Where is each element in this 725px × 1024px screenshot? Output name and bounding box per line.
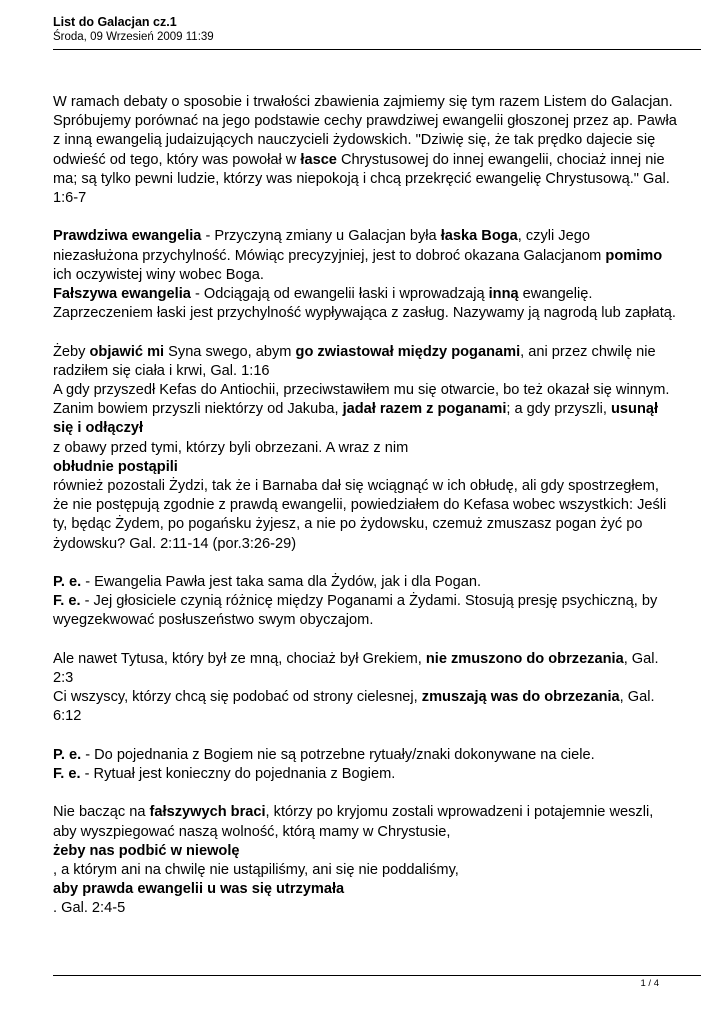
document-title: List do Galacjan cz.1 xyxy=(53,15,177,29)
page-number: 1 / 4 xyxy=(640,978,659,989)
paragraph-gap xyxy=(53,727,678,746)
false-gospel-point-1: F. e. - Jej głosiciele czynią różnicę między Poganami a Żydami. Stosują presję psychiczną, by wyegzekwować posłuszeństwo swym obyczajom. xyxy=(53,593,658,629)
false-gospel-point-2: F. e. - Rytuał jest konieczny do pojednania z Bogiem. xyxy=(53,766,396,783)
true-gospel-paragraph: Prawdziwa ewangelia - Przyczyną zmiany u Galacjan była łaska Boga, czyli Jego niezasłużona przychylność. Mówiąc precyzyjniej, jest to dobroć okazana Galacjanom pomimo ich oczywistej winy wobec Boga. xyxy=(53,228,663,283)
gal-6-12-quote: Ci wszyscy, którzy chcą się podobać od strony cielesnej, zmuszają was do obrzezania, Gal. 6:12 xyxy=(53,689,655,725)
gal-2-11-quote: A gdy przyszedł Kefas do Antiochii, przeciwstawiłem mu się otwarcie, bo też okazał się winnym. Zanim bowiem przyszli niektórzy od Jakuba, jadał razem z poganami; a gdy przyszli, usunął się i odłączył z obawy przed tymi, którzy byli obrzezani. A wraz z nim obłudnie postąpili również pozostali Żydzi, tak że i Barnaba dał się wciągnąć w ich obłudę, ali gdy spostrzegłem, że nie postępują zgodnie z prawdą ewangelii, powiedziałem do Kefasa wobec wszystkich: Jeśli ty, będąc Żydem, po pogańsku żyjesz, a nie po żydowsku, czemuż zmuszasz pogan żyć po żydowsku? Gal. 2:11-14 (por.3:26-29) xyxy=(53,382,670,552)
article-body xyxy=(53,93,678,919)
paragraph-gap xyxy=(53,323,678,342)
true-gospel-point-2: P. e. - Do pojednania z Bogiem nie są potrzebne rytuały/znaki dokonywane na ciele. xyxy=(53,746,595,763)
false-gospel-paragraph: Fałszywa ewangelia - Odciągają od ewangelii łaski i wprowadzają inną ewangelię. Zaprzeczeniem łaski jest przychylność wypływająca z zasług. Nazywamy ją nagrodą lub zapłatą. xyxy=(53,286,676,322)
footer-divider xyxy=(53,975,701,976)
paragraph-gap xyxy=(53,784,678,803)
document-header xyxy=(53,14,701,45)
document-date: Środa, 09 Wrzesień 2009 11:39 xyxy=(53,31,214,43)
paragraph-gap xyxy=(53,208,678,227)
gal-1-16-quote: Żeby objawić mi Syna swego, abym go zwiastował między poganami, ani przez chwilę nie radziłem się ciała i krwi, Gal. 1:16 xyxy=(53,343,656,379)
intro-paragraph: W ramach debaty o sposobie i trwałości zbawienia zajmiemy się tym razem Listem do Galacjan. Spróbujemy porównać na jego podstawie cechy prawdziwej ewangelii głoszonej przez ap. Pawła z inną ewangelią judaizujących nauczycieli żydowskich. "Dziwię się, że tak prędko dajecie się odwieść od tego, który was powołał w łasce Chrystusowej do innej ewangelii, chociaż innej nie ma; są tylko pewni ludzie, którzy was niepokoją i chcą przekręcić ewangelię Chrystusową." Gal. 1:6-7 xyxy=(53,94,677,207)
paragraph-gap xyxy=(53,631,678,650)
gal-2-4-quote: Nie bacząc na fałszywych braci, którzy po kryjomu zostali wprowadzeni i potajemnie weszli, aby wyszpiegować naszą wolność, którą mamy w Chrystusie, żeby nas podbić w niewolę , a którym ani na chwilę nie ustąpiliśmy, ani się nie poddaliśmy, aby prawda ewangelii u was się utrzymała . Gal. 2:4-5 xyxy=(53,804,654,917)
true-gospel-point-1: P. e. - Ewangelia Pawła jest taka sama dla Żydów, jak i dla Pogan. xyxy=(53,574,482,591)
paragraph-gap xyxy=(53,554,678,573)
header-divider xyxy=(53,49,701,50)
gal-2-3-quote: Ale nawet Tytusa, który był ze mną, chociaż był Grekiem, nie zmuszono do obrzezania, Gal. 2:3 xyxy=(53,650,659,687)
